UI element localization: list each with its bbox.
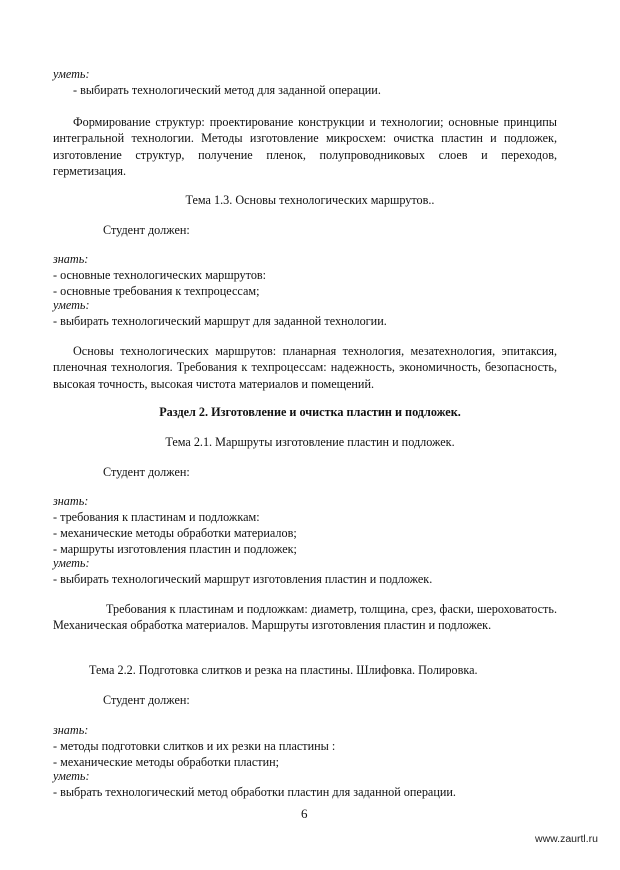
section-title: Раздел 2. Изготовление и очистка пластин и подложек. [159,405,461,419]
list-item: - механические методы обработки материалов; [53,526,297,540]
znat-label: знать: [53,723,89,737]
student-label: Студент должен: [103,465,190,479]
list-item: - маршруты изготовления пластин и подложек; [53,542,297,556]
list-item: - методы подготовки слитков и их резки на пластины : [53,739,336,753]
znat-label: знать: [53,494,89,508]
topic-title: Тема 1.3. Основы технологических маршрутов.. [185,193,435,207]
umet-item: - выбирать технологический метод для заданной операции. [73,83,381,97]
umet-label: уметь: [53,769,90,783]
topic-title: Тема 2.1. Маршруты изготовление пластин и подложек. [165,435,455,449]
topic-title: Тема 2.2. Подготовка слитков и резка на пластины. Шлифовка. Полировка. [89,663,478,677]
umet-label: уметь: [53,67,90,81]
paragraph: Требования к пластинам и подложкам: диаметр, толщина, срез, фаски, шероховатость. Механическая обработка материалов. Маршруты изготовления пластин и подложек. [53,602,557,633]
student-label: Студент должен: [103,693,190,707]
list-item: - основные технологических маршрутов: [53,268,267,282]
list-item: - требования к пластинам и подложкам: [53,510,260,524]
student-label: Студент должен: [103,223,190,237]
list-item: - механические методы обработки пластин; [53,755,279,769]
list-item: - основные требования к техпроцессам; [53,284,260,298]
page-number: 6 [301,806,308,821]
paragraph: Формирование структур: проектирование конструкции и технологии; основные принципы интегральной технологии. Методы изготовление микросхем: очистка пластин и подложек, изготовление структур, получение пленок, полупроводниковых слоев и переходов, герметизация. [53,115,557,179]
paragraph: Основы технологических маршрутов: планарная технология, мезатехнология, эпитаксия, пленочная технология. Требования к техпроцессам: надежность, экономичность, безопасность, высокая точность, высокая чистота материалов и помещений. [53,344,557,391]
list-item: - выбрать технологический метод обработки пластин для заданной операции. [53,785,456,799]
list-item: - выбирать технологический маршрут изготовления пластин и подложек. [53,572,433,586]
umet-label: уметь: [53,298,90,312]
list-item: - выбирать технологический маршрут для заданной технологии. [53,314,387,328]
watermark: www.zaurtl.ru [534,833,598,845]
umet-label: уметь: [53,556,90,570]
znat-label: знать: [53,252,89,266]
